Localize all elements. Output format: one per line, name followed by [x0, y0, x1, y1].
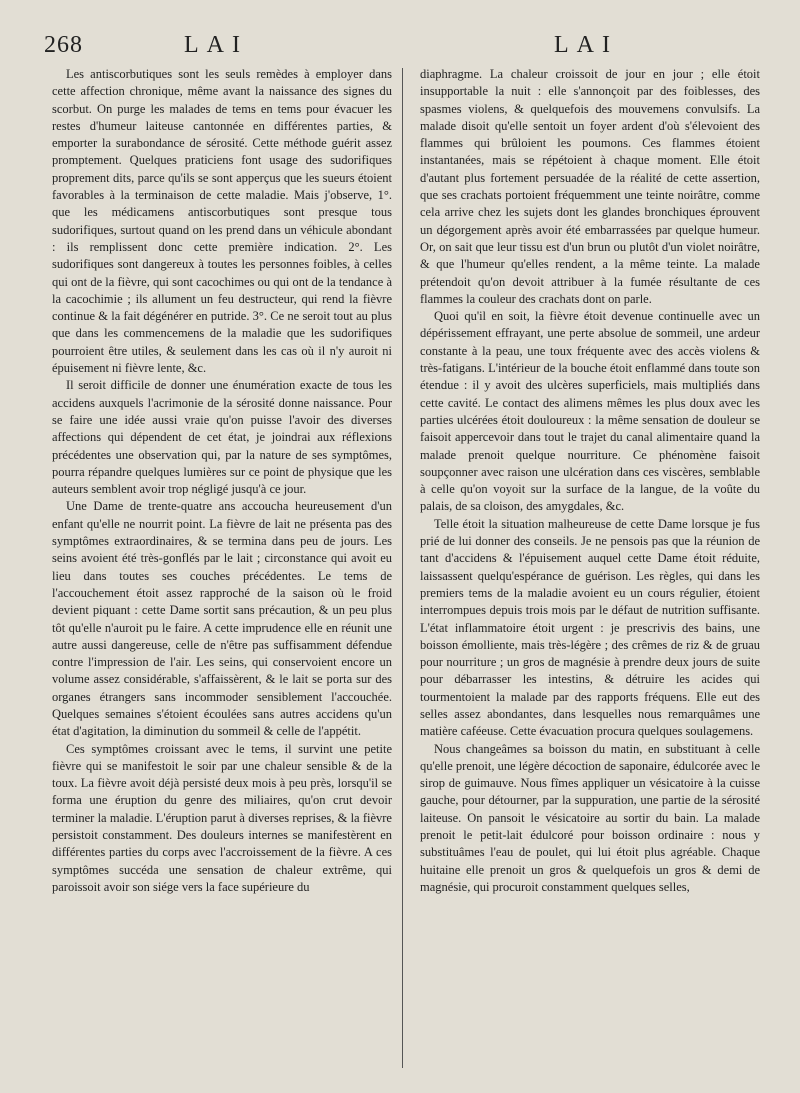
paragraph: Il seroit difficile de donner une énumération exacte de tous les accidens auxquels l'acrimonie de la sérosité donne naissance. Pour se faire une idée aussi vraie qu'on puisse l'avoir des diverses affections qui dépendent de cet état, je joindrai aux réflexions précédentes une observation qui, par la nature de ses symptômes, pourra répandre quelques lumières sur ce point de physique que les auteurs semblent avoir trop négligé jusqu'à ce jour. — [52, 378, 392, 497]
paragraph: diaphragme. La chaleur croissoit de jour en jour ; elle étoit insupportable la nuit : elle s'annonçoit par des foiblesses, des spasmes violens, & quelquefois des mouvemens convulsifs. La malade disoit qu'elle sentoit un foyer ardent d'où s'élevoient des flammes qui brûloient les poumons. Ces flammes étoient instantanées, mais se répétoient à chaque moment. Elle étoit d'autant plus fortement persuadée de la réalité de cette assertion, que ses crachats portoient fréquemment une teinte noirâtre, comme cela arrive chez les sujets dont les glandes bronchiques éprouvent un dégorgement après avoir été embarrassées par quelque humeur. Or, on sait que leur tissu est d'un brun ou plutôt d'un violet noirâtre, & que l'humeur qu'elles rendent, a la même teinte. La malade prétendoit qu'on devoit attribuer à la fumée résultante de ces flammes la couleur des crachats dont on parle. — [420, 67, 760, 306]
running-head-right: LAI — [554, 32, 618, 58]
column-divider — [402, 68, 403, 1068]
paragraph: Telle étoit la situation malheureuse de cette Dame lorsque je fus prié de lui donner des conseils. Je ne pensois pas que la réunion de tant d'accidens & l'épuisement auquel cette Dame étoit réduite, laissassent quelqu'espérance de guérison. Les règles, qui dans les premiers tems de la maladie avoient eu un cours régulier, étoient interrompues depuis trois mois par le défaut de nutrition suffisante. L'état inflammatoire étoit urgent : je prescrivis des bains, une boisson émolliente, mais très-légère ; des crêmes de riz & de gruau pour nourriture ; un gros de magnésie à prendre deux jours de suite pour débarrasser les intestins, & détruire les acides qui tourmentoient la malade par des rapports fréquens. Elle eut des selles assez abondantes, dans lesquelles nous remarquâmes une matière caféeuse. Cette évacuation procura quelques soulagemens. — [420, 516, 760, 739]
paragraph: Ces symptômes croissant avec le tems, il survint une petite fièvre qui se manifestoit le soir par une chaleur sensible & de la toux. La fièvre avoit déjà persisté deux mois à peu près, lorsqu'il se forma une éruption du genre des miliaires, qu'on crut devoir terminer la maladie. L'éruption parut à diverses reprises, & la fièvre persistoit constamment. Des douleurs internes se manifestèrent en différentes parties du corps avec l'accroissement de la fièvre. A ces symptômes succéda une sensation de chaleur extrême, qui paroissoit avoir son siége vers la face supérieure du — [52, 741, 392, 894]
paragraph: Quoi qu'il en soit, la fièvre étoit devenue continuelle avec un dépérissement effrayant, une perte absolue de sommeil, une ardeur constante à la peau, une toux fréquente avec des accès violens & très-fatigans. L'intérieur de la bouche étoit enflammé dans toute son étendue : il y avoit des ulcères superficiels, mais multipliés dans cette cavité. Le contact des alimens mêmes les plus doux avec les parties ulcérées étoit douloureux : la même sensation de douleur se faisoit appercevoir dans tout le trajet du canal alimentaire quand la malade prenoit quelque nourriture. Ce phénomène faisoit soupçonner avec raison une ulcération dans ces viscères, semblable à celle qu'on voyoit sur la surface de la langue, de la voûte du palais, de sa cloison, des amygdales, &c. — [420, 309, 760, 514]
right-column — [420, 66, 760, 896]
page-number: 268 — [44, 32, 83, 58]
paragraph: Les antiscorbutiques sont les seuls remèdes à employer dans cette affection chronique, même avant la naissance des signes du scorbut. On purge les malades de tems en tems pour évacuer les restes d'humeur laiteuse cantonnée en différentes parties, & emporter la surabondance de sérosité. Cette méthode guérit assez promptement. Quelques praticiens font usage des sudorifiques proprement dits, parce qu'ils se sont apperçus que les sueurs étoient favorables à la terminaison de cette maladie. Mais j'observe, 1°. que les médicamens antiscorbutiques sont presque tous sudorifiques, surtout quand on les prend dans un véhicule abondant : ils remplissent donc cette première indication. 2°. Les sudorifiques sont dangereux à toutes les personnes foibles, à celles qui ont de la fièvre, qui sont cacochimes ou qui ont de la tendance à la cacochimie ; ils allument un feu destructeur, qui rend la fièvre continue & la fait dégénérer en putride. 3°. Ce ne seroit tout au plus que dans les commencemens de la maladie que les sudorifiques pourroient être utiles, & seulement dans les cas où il n'y auroit ni épuisement ni fièvre lente, &c. — [52, 67, 392, 376]
paragraph: Une Dame de trente-quatre ans accoucha heureusement d'un enfant qu'elle ne nourrit point. La fièvre de lait ne présenta pas des symptômes extraordinaires, & se termina dans peu de jours. Les seins avoient été très-gonflés par le lait ; circonstance qui avoit eu lieu dans toutes ses couches précédentes. Le tems de l'accouchement étoit assez rapproché de la saison où le froid devient piquant : cette Dame sortit sans précaution, & un peu plus tôt qu'elle n'auroit pu le faire. A cette imprudence elle en réunit une autre aussi dangereuse, celle de n'être pas suffisamment défendue contre l'impression de l'air. Les seins, qui conservoient encore un volume assez considérable, s'affaissèrent, & le lait se porta sur des organes étrangers sans incommoder sensiblement l'accouchée. Quelques semaines s'étoient écoulées sans autres accidens qu'un état d'agitation, la diminution du sommeil & celle de l'appétit. — [52, 499, 392, 739]
paragraph: Nous changeâmes sa boisson du matin, en substituant à celle qu'elle prenoit, une légère décoction de saponaire, édulcorée avec le sirop de guimauve. Nous fîmes appliquer un vésicatoire à la cuisse gauche, pour détourner, par la suppuration, une partie de la sérosité laiteuse. On pansoit le vésicatoire au sortir du bain. La malade prenoit le petit-lait édulcoré pour boisson ordinaire : nous y substituâmes l'eau de poulet, qui lui étoit plus agréable. Chaque huitaine elle prenoit un gros & quelquefois un gros & demi de magnésie, qui procuroit constamment quelques selles, — [420, 741, 760, 894]
left-column — [52, 66, 392, 896]
running-header — [44, 32, 772, 68]
running-head-left: LAI — [184, 32, 248, 58]
